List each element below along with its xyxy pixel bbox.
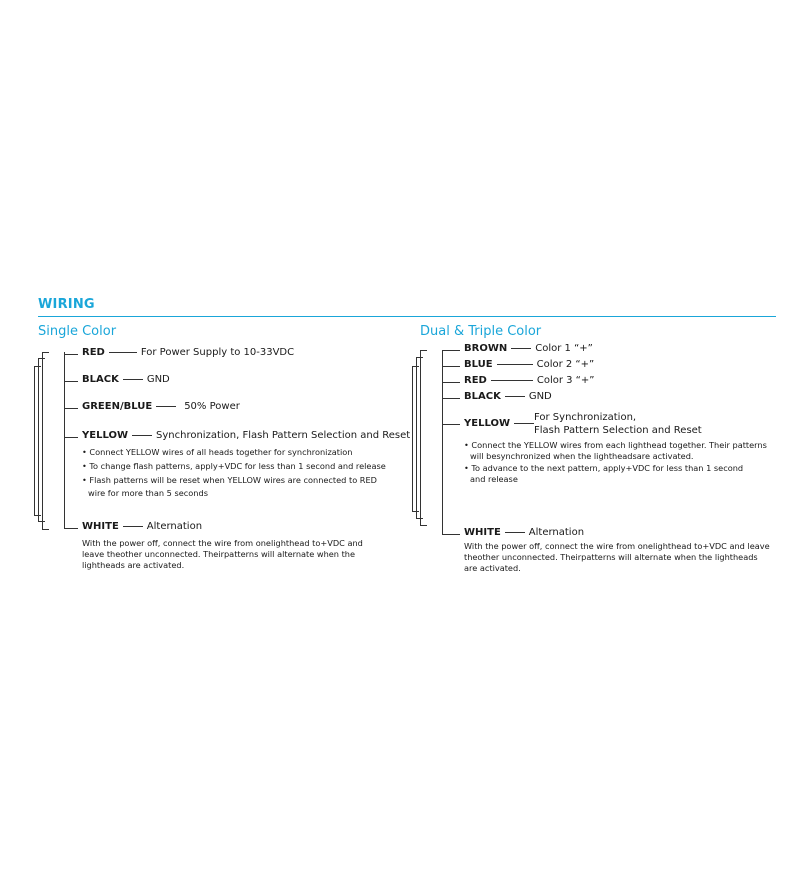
single-white-lead (64, 528, 78, 529)
dual-blue-wire (464, 359, 594, 370)
dual-brown-wire (464, 343, 593, 354)
dual-brown-dash (511, 348, 531, 349)
dual-white-name: WHITE (464, 527, 501, 538)
single-yellow-bullet-1: • Connect YELLOW wires of all heads together for synchronization (82, 447, 353, 457)
dual-white-lead (442, 534, 460, 535)
dual-yellow-name: YELLOW (464, 418, 510, 429)
dual-white-line-2: theother unconnected. Theirpatterns will alternate when the lightheads (464, 552, 758, 562)
dual-white-wire (464, 527, 584, 538)
dual-brown-name: BROWN (464, 343, 508, 354)
single-yellow-name: YELLOW (82, 430, 128, 441)
single-green-lead (64, 408, 78, 409)
dual-blue-dash (497, 364, 533, 365)
dual-white-line-1: With the power off, connect the wire from onelighthead to+VDC and leave (464, 541, 770, 551)
dual-yellow-desc-1: For Synchronization, (534, 412, 637, 423)
single-white-name: WHITE (82, 521, 119, 532)
dual-yellow-bullet-2: • To advance to the next pattern, apply+VDC for less than 1 second (464, 463, 744, 473)
single-white-line-1: With the power off, connect the wire from onelighthead to+VDC and (82, 538, 363, 548)
single-red-dash (109, 352, 137, 353)
dual-trunk (442, 350, 443, 534)
single-black-lead (64, 381, 78, 382)
dual-black-dash (505, 396, 525, 397)
dual-blue-name: BLUE (464, 359, 493, 370)
single-green-desc: 50% Power (184, 401, 240, 412)
dual-black-lead (442, 398, 460, 399)
single-white-line-2: leave theother unconnected. Theirpatterns will alternate when the (82, 549, 356, 559)
title-rule (38, 316, 776, 317)
single-red-desc: For Power Supply to 10-33VDC (140, 347, 295, 358)
single-green-name: GREEN/BLUE (82, 401, 153, 412)
dual-yellow-bullet-1-cont: will besynchronized when the lightheadsare activated. (470, 451, 694, 461)
section-title: WIRING (38, 297, 95, 312)
dual-white-dash (505, 532, 525, 533)
single-yellow-bullet-3-cont: wire for more than 5 seconds (88, 488, 208, 498)
single-yellow-bullet-3: • Flash patterns will be reset when YELLOW wires are connected to RED (82, 475, 377, 485)
single-black-wire (82, 374, 170, 385)
single-yellow-desc: Synchronization, Flash Pattern Selection and Reset (156, 430, 411, 441)
single-red-name: RED (82, 347, 105, 358)
dual-red-wire (464, 375, 594, 386)
dual-yellow-bullet-2-cont: and release (470, 474, 518, 484)
dual-red-lead (442, 382, 460, 383)
single-white-line-3: lightheads are activated. (82, 560, 185, 570)
single-color-heading: Single Color (38, 324, 117, 339)
single-red-wire (82, 347, 294, 358)
dual-yellow-desc-2: Flash Pattern Selection and Reset (534, 425, 702, 436)
single-white-desc: Alternation (146, 521, 203, 532)
single-yellow-lead (64, 437, 78, 438)
dual-black-name: BLACK (464, 391, 501, 402)
dual-black-desc: GND (528, 391, 552, 402)
single-black-desc: GND (146, 374, 170, 385)
single-cable-graphic-3 (42, 352, 49, 530)
dual-yellow-wire (464, 418, 538, 429)
dual-white-desc: Alternation (528, 527, 585, 538)
dual-red-desc: Color 3 “+” (536, 375, 595, 386)
dual-brown-lead (442, 350, 460, 351)
single-black-name: BLACK (82, 374, 119, 385)
dual-white-line-3: are activated. (464, 563, 521, 573)
dual-color-heading: Dual & Triple Color (420, 324, 542, 339)
dual-yellow-dash (514, 423, 534, 424)
single-green-dash (156, 406, 176, 407)
dual-cable-graphic-3 (420, 350, 427, 526)
dual-blue-desc: Color 2 “+” (536, 359, 595, 370)
single-green-wire (82, 401, 240, 412)
single-white-dash (123, 526, 143, 527)
single-yellow-dash (132, 435, 152, 436)
single-trunk (64, 352, 65, 528)
dual-blue-lead (442, 366, 460, 367)
single-yellow-bullet-2: • To change flash patterns, apply+VDC for less than 1 second and release (82, 461, 386, 471)
dual-red-name: RED (464, 375, 487, 386)
dual-black-wire (464, 391, 552, 402)
dual-brown-desc: Color 1 “+” (535, 343, 593, 354)
dual-yellow-lead (442, 424, 460, 425)
dual-red-dash (491, 380, 533, 381)
dual-yellow-bullet-1: • Connect the YELLOW wires from each lighthead together. Their patterns (464, 440, 767, 450)
single-white-wire (82, 521, 202, 532)
single-red-lead (64, 354, 78, 355)
single-black-dash (123, 379, 143, 380)
single-yellow-wire (82, 430, 410, 441)
